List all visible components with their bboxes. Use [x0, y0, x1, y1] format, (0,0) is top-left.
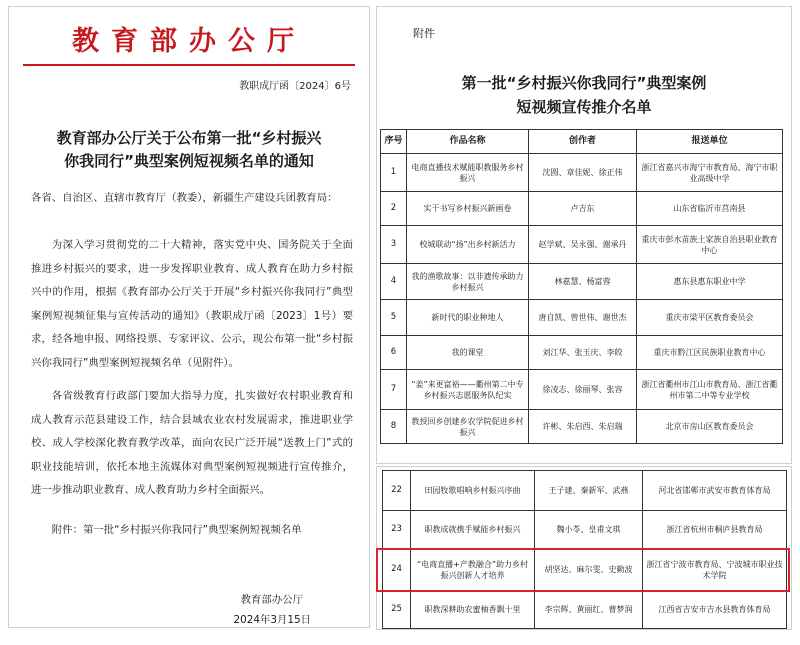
body-paragraph-1: 为深入学习贯彻党的二十大精神，落实党中央、国务院关于全面推进乡村振兴的要求，进一步发挥职业教育、成人教育在助力乡村振兴中的作用，根据《教育部办公厅关于开展“乡村振兴你我同行”典型案例短视频征集与宣传活动的通知》（教职成厅函〔2023〕1号）要求，经各地申报、网络投票、专家评议、公示，现公布第一批“乡村振兴你我同行”典型案例短视频名单（见附件）。 — [31, 239, 353, 369]
table-row-highlighted — [383, 549, 787, 591]
notice-title — [29, 127, 349, 173]
case-table-top — [380, 129, 783, 444]
table-row — [383, 591, 787, 629]
row-work: 田园牧歌唱响乡村振兴序曲 — [411, 471, 535, 511]
row-creators: 魏小苓、皇甫文琪 — [535, 511, 643, 549]
attachment-note: 附件：第一批“乡村振兴你我同行”典型案例短视频名单 — [51, 524, 302, 536]
row-work: 实干书写乡村振兴新画卷 — [407, 192, 529, 226]
notice-title-line1: 教育部办公厅关于公布第一批“乡村振兴 — [56, 129, 322, 147]
row-unit: 浙江省宁波市教育局、宁波城市职业技术学院 — [643, 549, 787, 591]
row-seq: 3 — [381, 226, 407, 264]
row-work: 校城联动“扬”出乡村新活力 — [407, 226, 529, 264]
table-row — [383, 511, 787, 549]
row-seq: 5 — [381, 300, 407, 336]
list-title-line1: 第一批“乡村振兴你我同行”典型案例 — [461, 74, 707, 92]
body-paragraph-2: 各省级教育行政部门要加大指导力度，扎实做好农村职业教育和成人教育示范县建设工作，结合县域农业农村发展需求，推进职业学校、成人学校深化教育教学改革，面向农民广泛开展“送教上门”式的职业技能培训，依托本地主流媒体对典型案例短视频进行宣传推介，进一步推动职业教育、成人教育助力乡村全面振兴。 — [31, 390, 353, 496]
table-row — [381, 226, 783, 264]
document-number: 教职成厅函〔2024〕6号 — [239, 81, 351, 92]
row-creators: 胡坚达、麻尔雯、史勤波 — [535, 549, 643, 591]
row-work: 职教成就携手赋能乡村振兴 — [411, 511, 535, 549]
row-creators: 李宗辉、黄丽红、曹梦润 — [535, 591, 643, 629]
header-work: 作品名称 — [407, 130, 529, 154]
row-work: 职教深耕助农蜜柚香飘十里 — [411, 591, 535, 629]
row-unit: 惠东县惠东职业中学 — [637, 264, 783, 300]
row-seq: 23 — [383, 511, 411, 549]
row-unit: 河北省邯郸市武安市教育体育局 — [643, 471, 787, 511]
masthead-title: 教育部办公厅 — [72, 26, 306, 57]
row-creators: 刘江华、张玉庆、李皎 — [529, 336, 637, 370]
row-creators: 许彬、朱启西、朱启瑞 — [529, 410, 637, 444]
row-creators: 卢吉东 — [529, 192, 637, 226]
row-unit: 重庆市黔江区民族职业教育中心 — [637, 336, 783, 370]
issue-date: 2024年3月15日 — [233, 614, 311, 626]
row-unit: 浙江省嘉兴市海宁市教育局、海宁市职业高级中学 — [637, 154, 783, 192]
row-work: 电商直播技术赋能职教服务乡村振兴 — [407, 154, 529, 192]
header-creators: 创作者 — [529, 130, 637, 154]
row-seq: 24 — [383, 549, 411, 591]
table-row — [381, 154, 783, 192]
row-creators: 徐凌志、徐丽琴、张容 — [529, 370, 637, 410]
row-work: 我的渔歌故事：以非遗传承助力乡村振兴 — [407, 264, 529, 300]
row-seq: 8 — [381, 410, 407, 444]
header-seq: 序号 — [381, 130, 407, 154]
row-unit: 江西省吉安市吉水县教育体育局 — [643, 591, 787, 629]
table-row — [381, 264, 783, 300]
row-unit: 重庆市彭水苗族土家族自治县职业教育中心 — [637, 226, 783, 264]
row-seq: 6 — [381, 336, 407, 370]
row-work: 教授回乡创建乡农学院促进乡村振兴 — [407, 410, 529, 444]
row-work: “姜”来更富裕——衢州第二中专乡村振兴志愿服务队纪实 — [407, 370, 529, 410]
addressees: 各省、自治区、直辖市教育厅（教委），新疆生产建设兵团教育局： — [31, 192, 338, 204]
row-unit: 北京市房山区教育委员会 — [637, 410, 783, 444]
row-unit: 山东省临沂市莒南县 — [637, 192, 783, 226]
notice-page — [8, 6, 370, 628]
row-seq: 2 — [381, 192, 407, 226]
row-creators: 王子建、秦新军、武燕 — [535, 471, 643, 511]
row-unit: 浙江省杭州市桐庐县教育局 — [643, 511, 787, 549]
row-work: 新时代的职业种地人 — [407, 300, 529, 336]
row-seq: 7 — [381, 370, 407, 410]
notice-title-line2: 你我同行”典型案例短视频名单的通知 — [64, 152, 314, 170]
table-row — [381, 410, 783, 444]
table-row — [381, 336, 783, 370]
list-title-line2: 短视频宣传推介名单 — [516, 98, 652, 116]
row-creators: 沈圆、章佳妮、徐正伟 — [529, 154, 637, 192]
issuer-signature: 教育部办公厅 — [240, 594, 303, 606]
row-seq: 4 — [381, 264, 407, 300]
table-header-row — [381, 130, 783, 154]
row-creators: 唐自凯、曾世伟、谢世杰 — [529, 300, 637, 336]
table-row — [381, 300, 783, 336]
red-divider-line — [23, 64, 355, 66]
row-creators: 林嘉慧、杨富蓉 — [529, 264, 637, 300]
row-work: “电商直播+产教融合”助力乡村振兴创新人才培养 — [411, 549, 535, 591]
table-row — [381, 370, 783, 410]
row-unit: 重庆市梁平区教育委员会 — [637, 300, 783, 336]
case-table-bottom — [382, 470, 787, 629]
table-row — [381, 192, 783, 226]
header-unit: 报送单位 — [637, 130, 783, 154]
row-seq: 25 — [383, 591, 411, 629]
attachment-label: 附件 — [413, 27, 435, 40]
row-unit: 浙江省衢州市江山市教育局、浙江省衢州市第二中等专业学校 — [637, 370, 783, 410]
row-work: 我的课堂 — [407, 336, 529, 370]
table-row — [383, 471, 787, 511]
row-seq: 1 — [381, 154, 407, 192]
list-title — [377, 71, 791, 119]
row-seq: 22 — [383, 471, 411, 511]
row-creators: 赵学斌、吴永强、谢承丹 — [529, 226, 637, 264]
